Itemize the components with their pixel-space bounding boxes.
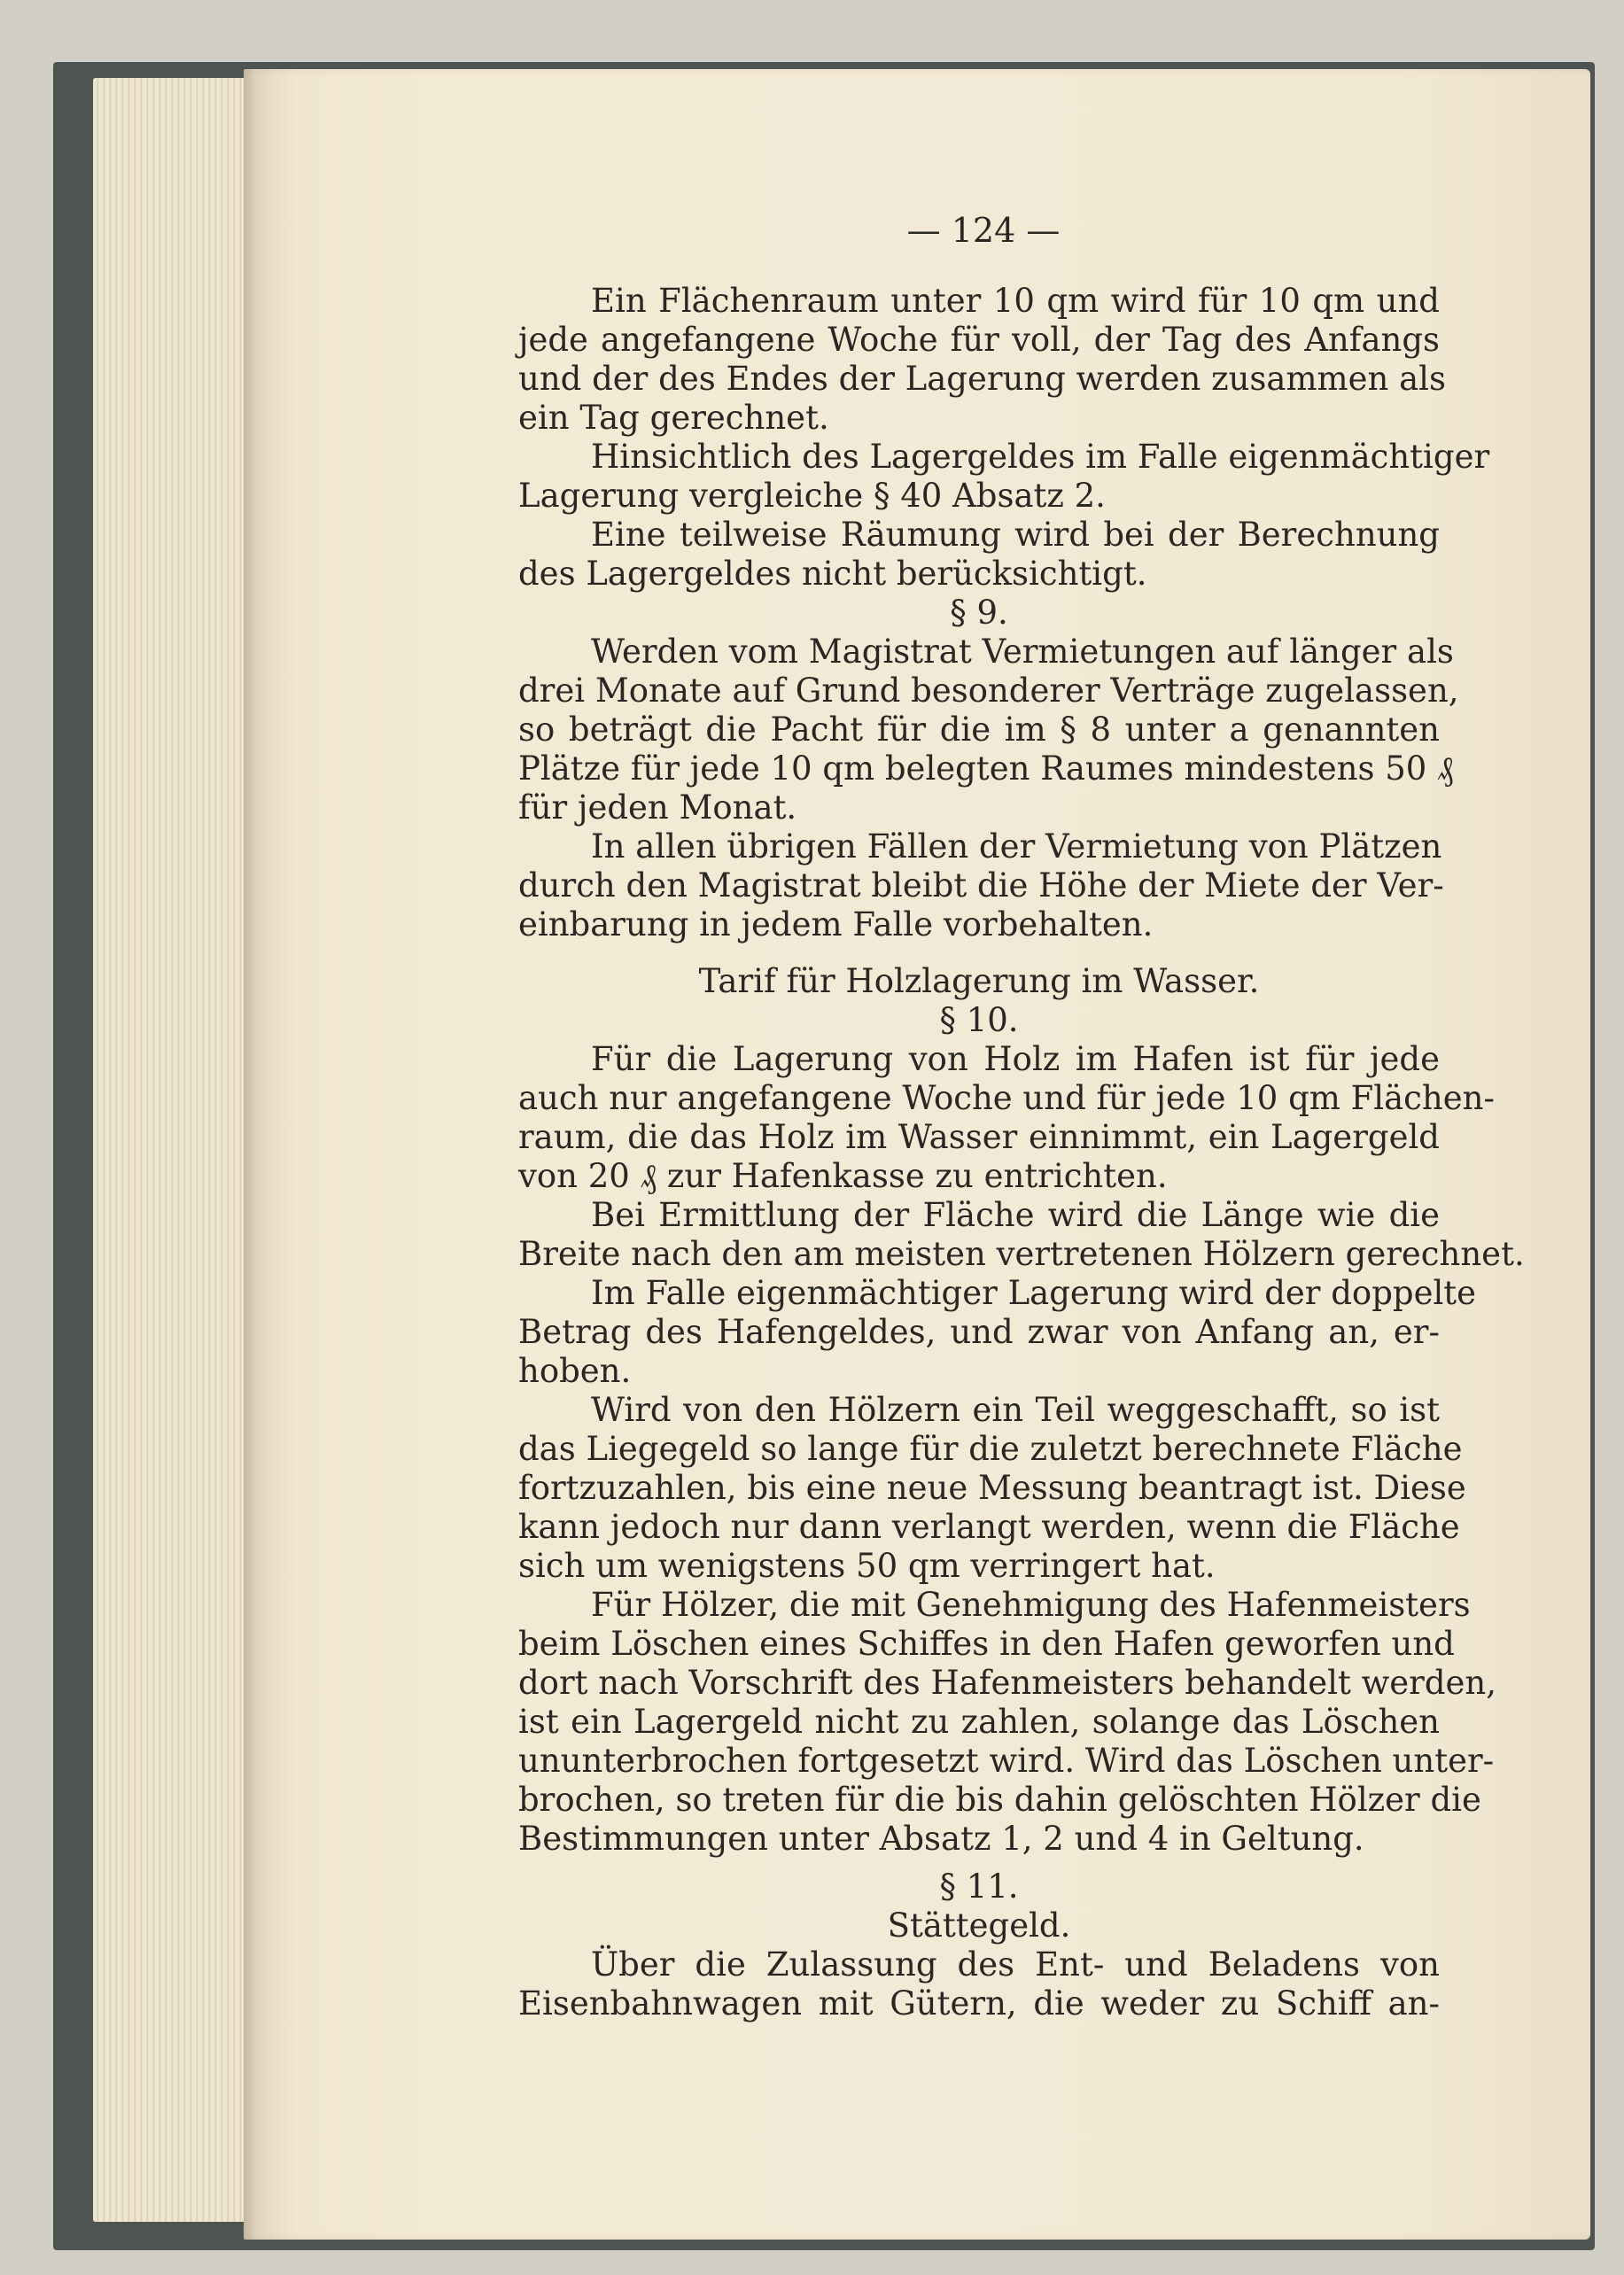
text-line: einbarung in jedem Falle vorbehalten.: [518, 905, 1154, 943]
text-line: In allen übrigen Fällen der Vermietung von Plätzen: [591, 827, 1442, 866]
text-line: dort nach Vorschrift des Hafenmeisters behandelt werden,: [518, 1664, 1497, 1702]
text-line: ein Tag gerechnet.: [518, 399, 829, 437]
text-line: kann jedoch nur dann verlangt werden, wenn die Fläche: [518, 1508, 1460, 1546]
text-line: drei Monate auf Grund besonderer Verträge zugelassen,: [518, 672, 1459, 710]
text-line: und der des Endes der Lagerung werden zusammen als: [518, 360, 1447, 398]
text-line: Eine teilweise Räumung wird bei der Berechnung: [591, 516, 1440, 554]
text-line: Hinsichtlich des Lagergeldes im Falle eigenmächtiger: [591, 438, 1490, 476]
text-line: brochen, so treten für die bis dahin gelöschten Hölzer die: [518, 1781, 1481, 1819]
page-edges: [93, 78, 253, 2222]
text-line: so beträgt die Pacht für die im § 8 unter a genannten: [518, 710, 1440, 749]
text-line: für jeden Monat.: [518, 788, 797, 827]
text-line: Bei Ermittlung der Fläche wird die Länge wie die: [591, 1196, 1440, 1234]
section-heading: § 11.: [939, 1867, 1019, 1906]
page-number: — 124 —: [906, 211, 1061, 250]
text-line: auch nur angefangene Woche und für jede 10 qm Flächen-: [518, 1079, 1495, 1117]
text-line: beim Löschen eines Schiffes in den Hafen geworfen und: [518, 1625, 1455, 1663]
section-title: Stättegeld.: [887, 1906, 1071, 1945]
text-line: das Liegegeld so lange für die zuletzt berechnete Fläche: [518, 1430, 1463, 1468]
tariff-heading: Tarif für Holzlagerung im Wasser.: [698, 962, 1260, 1000]
text-line: Ein Flächenraum unter 10 qm wird für 10 qm und: [591, 282, 1440, 320]
text-line: Für Hölzer, die mit Genehmigung des Hafenmeisters: [591, 1586, 1471, 1624]
section-heading: § 10.: [939, 1001, 1019, 1039]
text-line: Plätze für jede 10 qm belegten Raumes mindestens 50 ₰: [518, 749, 1454, 788]
text-line: Bestimmungen unter Absatz 1, 2 und 4 in Geltung.: [518, 1820, 1364, 1858]
text-line: Im Falle eigenmächtiger Lagerung wird der doppelte: [591, 1274, 1477, 1312]
text-line: von 20 ₰ zur Hafenkasse zu entrichten.: [518, 1157, 1168, 1195]
text-line: des Lagergeldes nicht berücksichtigt.: [518, 555, 1147, 593]
text-line: Über die Zulassung des Ent- und Beladens von: [591, 1945, 1440, 1984]
text-line: Lagerung vergleiche § 40 Absatz 2.: [518, 477, 1106, 515]
text-line: raum, die das Holz im Wasser einnimmt, ein Lagergeld: [518, 1118, 1440, 1156]
section-heading: § 9.: [950, 594, 1008, 632]
text-line: ist ein Lagergeld nicht zu zahlen, solange das Löschen: [518, 1703, 1440, 1741]
text-line: fortzuzahlen, bis eine neue Messung beantragt ist. Diese: [518, 1469, 1466, 1507]
text-line: hoben.: [518, 1352, 632, 1390]
text-line: Eisenbahnwagen mit Gütern, die weder zu Schiff an-: [518, 1984, 1440, 2023]
text-line: Wird von den Hölzern ein Teil weggeschafft, so ist: [591, 1391, 1440, 1429]
text-line: sich um wenigstens 50 qm verringert hat.: [518, 1547, 1216, 1585]
page-text: [518, 282, 1525, 2023]
text-line: jede angefangene Woche für voll, der Tag des Anfangs: [518, 321, 1440, 359]
text-line: Betrag des Hafengeldes, und zwar von Anfang an, er-: [518, 1313, 1440, 1351]
text-line: ununterbrochen fortgesetzt wird. Wird das Löschen unter-: [518, 1742, 1495, 1780]
text-line: Werden vom Magistrat Vermietungen auf länger als: [591, 633, 1454, 671]
text-line: Für die Lagerung von Holz im Hafen ist für jede: [591, 1040, 1440, 1078]
text-line: durch den Magistrat bleibt die Höhe der Miete der Ver-: [518, 866, 1444, 905]
text-line: Breite nach den am meisten vertretenen Hölzern gerechnet.: [518, 1235, 1525, 1273]
